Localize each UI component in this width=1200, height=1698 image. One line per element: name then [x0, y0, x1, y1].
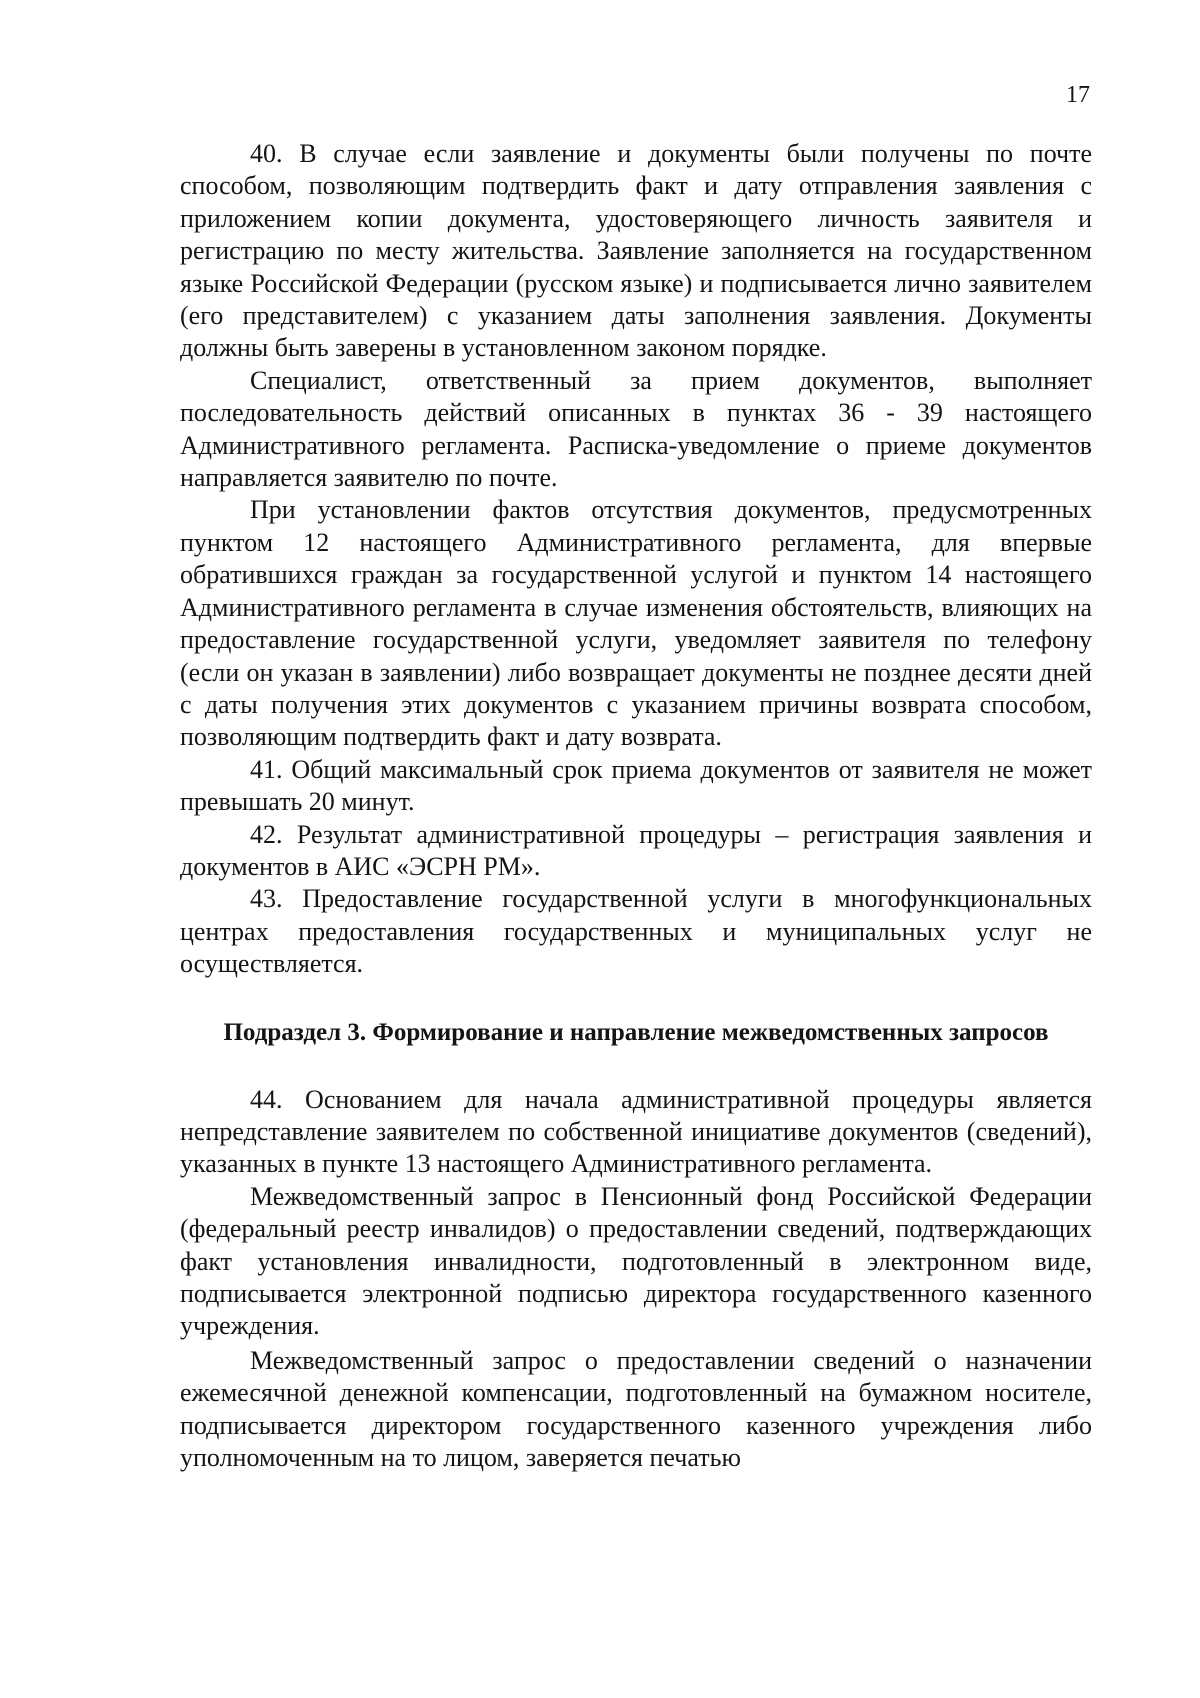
paragraph-41: 41. Общий максимальный срок приема документов от заявителя не может превышать 20 минут. — [180, 754, 1092, 817]
page-number: 17 — [1066, 82, 1090, 108]
document-body — [180, 138, 1092, 1474]
paragraph-42: 42. Результат административной процедуры – регистрация заявления и документов в АИС «ЭСРН РМ». — [180, 819, 1092, 881]
paragraph-44-compensation-request: Межведомственный запрос о предоставлении сведений о назначении ежемесячной денежной компенсации, подготовленный на бумажном носителе, подписывается директором государственного казенного учреждения либо уполномоченным на то лицом, заверяется печатью — [180, 1345, 1092, 1473]
paragraph-40: 40. В случае если заявление и документы были получены по почте способом, позволяющим подтвердить факт и дату отправления заявления с приложением копии документа, удостоверяющего личность заявителя и регистрацию по месту жительства. Заявление заполняется на государственном языке Российской Федерации (русском языке) и подписывается лично заявителем (его представителем) с указанием даты заполнения заявления. Документы должны быть заверены в установленном законом порядке. — [180, 139, 1092, 363]
paragraph-44-pfr-request: Межведомственный запрос в Пенсионный фонд Российской Федерации (федеральный реестр инвалидов) о предоставлении сведений, подтверждающих факт установления инвалидности, подготовленный в электронном виде, подписывается электронной подписью директора государственного казенного учреждения. — [180, 1181, 1092, 1341]
paragraph-43: 43. Предоставление государственной услуги в многофункциональных центрах предоставления государственных и муниципальных услуг не осуществляется. — [180, 884, 1092, 979]
section-heading: Подраздел 3. Формирование и направление межведомственных запросов — [223, 1018, 1049, 1046]
paragraph-40-specialist: Специалист, ответственный за прием документов, выполняет последовательность действий описанных в пунктах 36 - 39 настоящего Административного регламента. Расписка-уведомление о приеме документов направляется заявителю по почте. — [180, 365, 1092, 493]
paragraph-44: 44. Основанием для начала административной процедуры является непредставление заявителем по собственной инициативе документов (сведений), указанных в пункте 13 настоящего Административного регламента. — [180, 1084, 1092, 1179]
paragraph-40-absence: При установлении фактов отсутствия документов, предусмотренных пунктом 12 настоящего Административного регламента, для впервые обратившихся граждан за государственной услугой и пунктом 14 настоящего Административного регламента в случае изменения обстоятельств, влияющих на предоставление государственной услуги, уведомляет заявителя по телефону (если он указан в заявлении) либо возвращает документы не позднее десяти дней с даты получения этих документов с указанием причины возврата способом, позволяющим подтвердить факт и дату возврата. — [180, 495, 1092, 752]
